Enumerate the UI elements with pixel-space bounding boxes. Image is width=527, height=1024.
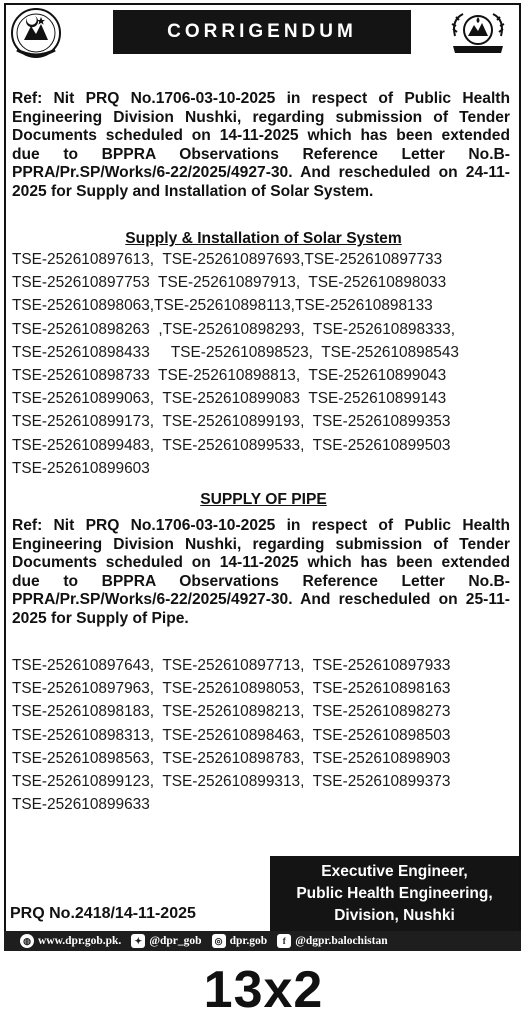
ad-size-label: 13x2	[203, 961, 324, 1019]
footer-twitter[interactable]	[131, 934, 201, 948]
phe-logo-icon	[447, 6, 509, 60]
twitter-icon: ✦	[131, 934, 145, 948]
tender-line: TSE-252610897963, TSE-252610898053, TSE-252610898163	[12, 680, 451, 698]
instagram-icon: ◎	[212, 934, 226, 948]
footer-facebook[interactable]	[277, 934, 387, 948]
tender-line: TSE-252610898263 ,TSE-252610898293, TSE-252610898333,	[12, 320, 455, 338]
facebook-icon: f	[277, 934, 291, 948]
section-heading-pipe: SUPPLY OF PIPE	[200, 491, 327, 508]
prq-number: PRQ No.2418/14-11-2025	[10, 905, 196, 922]
tender-line: TSE-252610897613, TSE-252610897693,TSE-252610897733	[12, 251, 443, 268]
footer-bar	[4, 931, 521, 951]
globe-icon: ◍	[20, 934, 34, 948]
instagram-handle[interactable]: dpr.gob	[229, 935, 268, 947]
tender-line: TSE-252610898313, TSE-252610898463, TSE-252610898503	[12, 726, 451, 744]
government-seal-icon	[5, 6, 67, 60]
tender-line: TSE-252610899123, TSE-252610899313, TSE-252610899373	[12, 772, 451, 790]
tender-line: TSE-252610897643, TSE-252610897713, TSE-252610897933	[12, 657, 451, 674]
tender-line: TSE-252610898563, TSE-252610898783, TSE-252610898903	[12, 749, 451, 767]
footer-website[interactable]	[20, 934, 121, 948]
tender-line: TSE-252610898063,TSE-252610898113,TSE-252610898133	[12, 297, 433, 315]
website-link[interactable]: www.dpr.gob.pk.	[38, 935, 122, 947]
page-title: CORRIGENDUM	[167, 21, 357, 42]
reference-paragraph-solar: Ref: Nit PRQ No.1706-03-10-2025 in respect of Public Health Engineering Division Nushki, regarding submission of Tender Documents scheduled on 14-11-2025 which has been extended due to BPPRA Observations Reference Letter No.B-PPRA/Pr.SP/Works/6-22/2025/4927-30. And rescheduled on 24-11-2025 for Supply and Installation of Solar System.	[12, 90, 510, 200]
signature-line: Executive Engineer,	[321, 862, 468, 880]
tender-line: TSE-252610899603	[12, 459, 150, 477]
twitter-handle[interactable]: @dpr_gob	[149, 935, 202, 947]
tender-line: TSE-252610897753 TSE-252610897913, TSE-252610898033	[12, 274, 447, 292]
tender-line: TSE-252610898183, TSE-252610898213, TSE-252610898273	[12, 703, 451, 721]
tender-list-pipe	[12, 654, 517, 816]
tender-line: TSE-252610899173, TSE-252610899193, TSE-252610899353	[12, 413, 451, 431]
section-heading-solar: Supply & Installation of Solar System	[125, 230, 402, 247]
tender-line: TSE-252610898733 TSE-252610898813, TSE-252610899043	[12, 366, 447, 384]
title-banner	[113, 10, 411, 54]
signature-block	[270, 856, 519, 931]
reference-paragraph-pipe: Ref: Nit PRQ No.1706-03-10-2025 in respect of Public Health Engineering Division Nushki, regarding submission of Tender Documents scheduled on 14-11-2025 which has been extended due to BPPRA Observations Reference Letter No.B-PPRA/Pr.SP/Works/6-22/2025/4927-30. And rescheduled on 25-11-2025 for Supply of Pipe.	[12, 517, 510, 627]
tender-line: TSE-252610898433 TSE-252610898523, TSE-252610898543	[12, 343, 459, 361]
facebook-handle[interactable]: @dgpr.balochistan	[295, 935, 388, 947]
tender-list-solar	[12, 248, 517, 480]
signature-line: Division, Nushki	[334, 906, 455, 924]
tender-line: TSE-252610899483, TSE-252610899533, TSE-252610899503	[12, 436, 451, 454]
signature-line: Public Health Engineering,	[296, 884, 493, 902]
tender-line: TSE-252610899063, TSE-252610899083 TSE-252610899143	[12, 390, 447, 408]
footer-instagram[interactable]	[212, 934, 268, 948]
tender-line: TSE-252610899633	[12, 796, 150, 814]
